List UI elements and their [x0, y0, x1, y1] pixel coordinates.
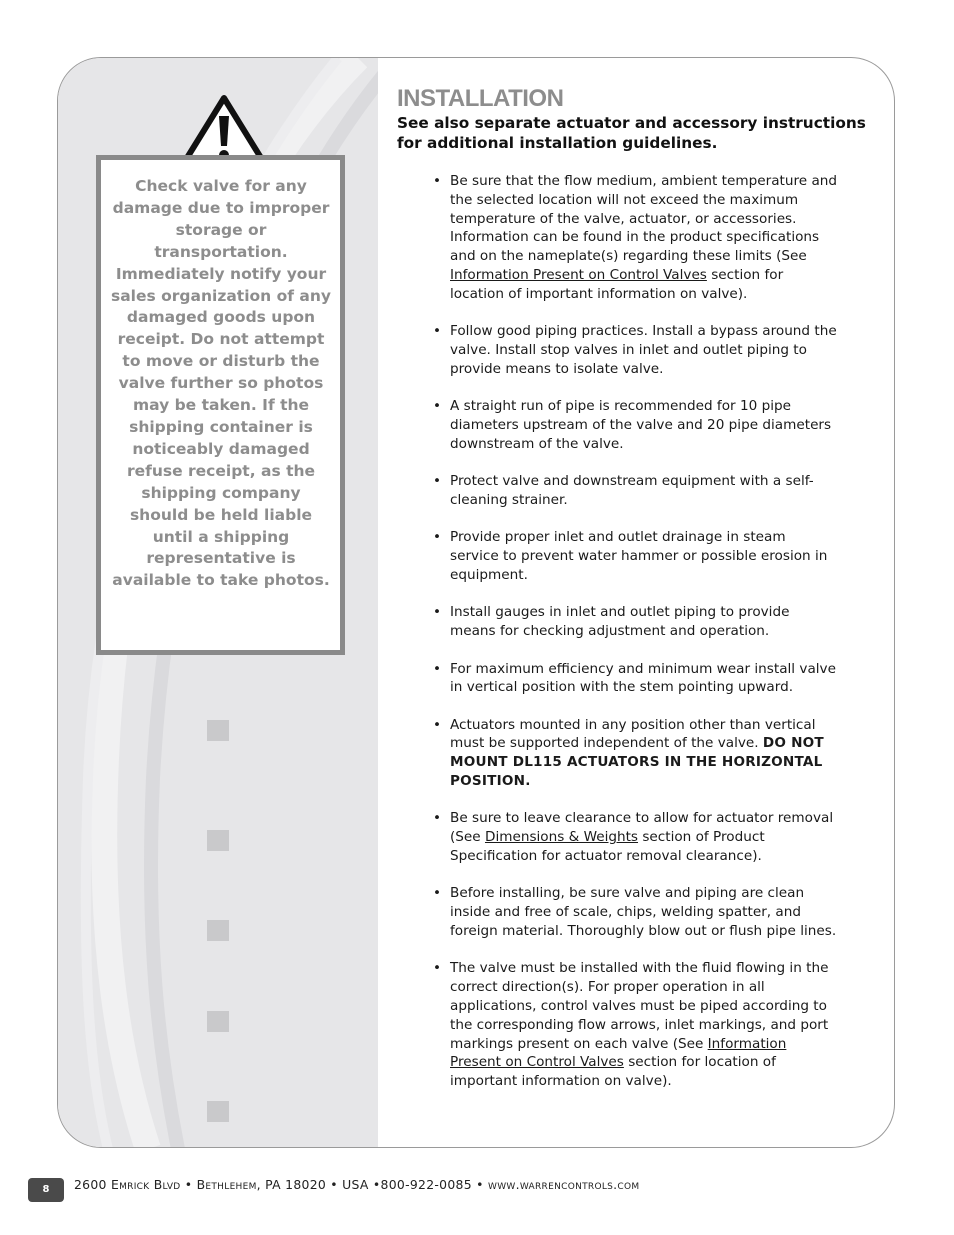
dimensions-weights-link[interactable]: Dimensions & Weights — [484, 829, 639, 846]
footer-address: 2600 Emrick Blvd • Bethlehem, PA 18020 • USA •800-922-0085 • www.warrencontrols.com — [74, 1177, 640, 1192]
list-item: • For maximum efficiency and minimum wear install valve in vertical position with the stem pointing upward. — [433, 660, 838, 698]
warning-text: Check valve for any damage due to improper storage or transportation. Immediately notify your sales organization of any damaged goods upon receipt. Do not attempt to move or disturb the valve further so photos may be taken. If the shipping container is noticeably damaged refuse receipt, as the shipping company should be held liable until a shipping representative is available to take photos. — [111, 177, 331, 590]
list-item: • Follow good piping practices. Install a bypass around the valve. Install stop valves in inlet and outlet piping to provide means to isolate valve. — [433, 322, 838, 378]
list-item: • The valve must be installed with the fluid flowing in the correct direction(s). For proper operation in all applications, control valves must be piped according to the corresponding flow arrows, inlet markings, and port markings present on each valve (See Information Present on Control Valves section for location of important information on valve). — [433, 959, 838, 1091]
decorative-square — [207, 1101, 229, 1122]
list-item: • Be sure to leave clearance to allow for actuator removal (See Dimensions & Weights section of Product Specification for actuator removal clearance). — [433, 809, 838, 865]
page-subtitle: See also separate actuator and accessory instructions for additional installation guidelines. — [397, 114, 866, 152]
page-title: INSTALLATION — [397, 85, 564, 112]
decorative-square — [207, 830, 229, 851]
list-item: • Install gauges in inlet and outlet piping to provide means for checking adjustment and operation. — [433, 603, 838, 641]
info-present-link[interactable]: Information Present on Control Valves — [450, 1035, 787, 1071]
list-item: • Before installing, be sure valve and piping are clean inside and free of scale, chips, welding spatter, and foreign material. Thoroughly blow out or flush pipe lines. — [433, 884, 838, 940]
mounting-warning: DO NOT MOUNT DL115 ACTUATORS IN THE HORIZONTAL POSITION. — [450, 735, 824, 790]
installation-steps-list — [433, 172, 838, 1110]
decorative-square — [207, 920, 229, 941]
list-item: • Protect valve and downstream equipment with a self-cleaning strainer. — [433, 472, 838, 510]
list-item: • Actuators mounted in any position other than vertical must be supported independent of the valve. DO NOT MOUNT DL115 ACTUATORS IN THE HORIZONTAL POSITION. — [433, 716, 838, 791]
page-number-badge: 8 — [28, 1178, 64, 1202]
list-item: • Be sure that the flow medium, ambient temperature and the selected location will not exceed the maximum temperature of the valve, actuator, or accessories. Information can be found in the product specifications and on the nameplate(s) regarding these limits (See Information Present on Control Valves section for location of important information on valve). — [433, 172, 838, 304]
decorative-square — [207, 1011, 229, 1032]
list-item: • A straight run of pipe is recommended for 10 pipe diameters upstream of the valve and 20 pipe diameters downstream of the valve. — [433, 397, 838, 453]
list-item: • Provide proper inlet and outlet drainage in steam service to prevent water hammer or possible erosion in equipment. — [433, 528, 838, 584]
decorative-square — [207, 720, 229, 741]
info-present-link[interactable]: Information Present on Control Valves — [450, 266, 707, 283]
